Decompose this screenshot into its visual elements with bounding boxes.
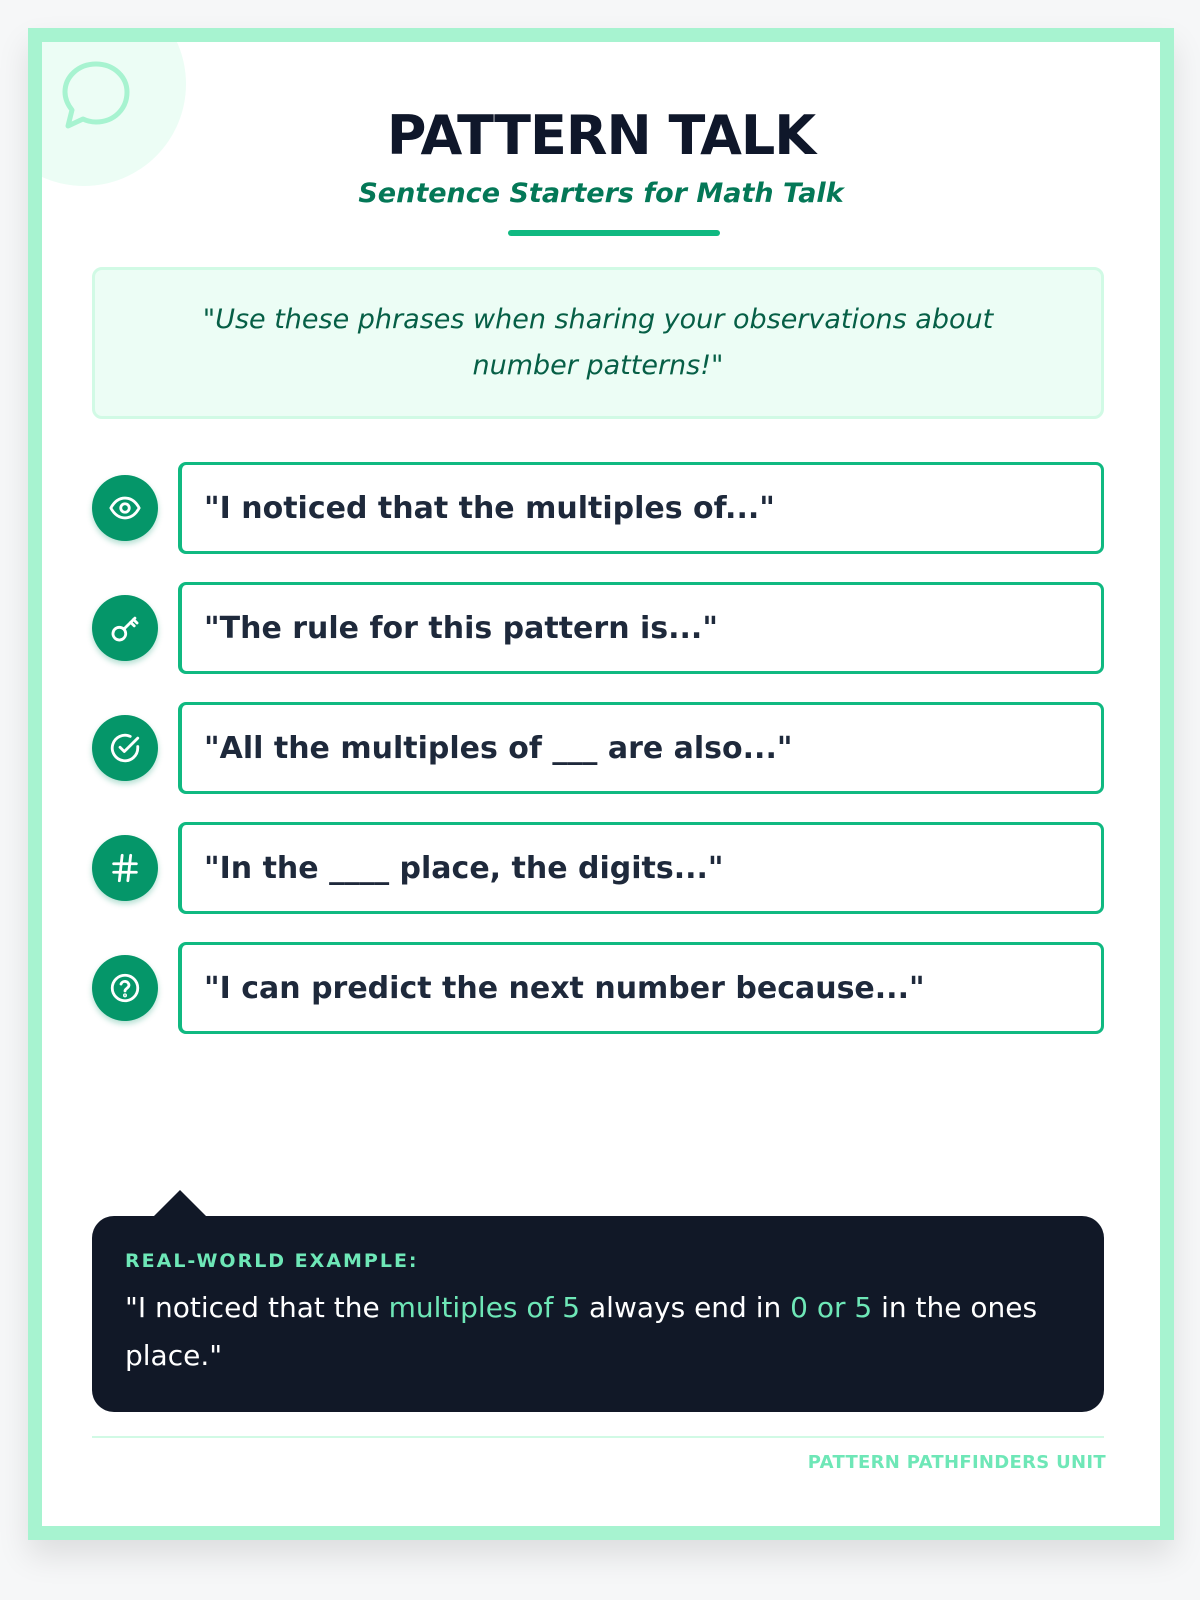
key-icon bbox=[92, 595, 158, 661]
example-label: REAL-WORLD EXAMPLE: bbox=[125, 1250, 419, 1272]
example-highlight: multiples of 5 bbox=[388, 1291, 581, 1324]
example-pointer bbox=[152, 1190, 208, 1218]
sentence-starter-item bbox=[92, 702, 1104, 794]
example-highlight: 0 or 5 bbox=[790, 1291, 873, 1324]
eye-icon bbox=[92, 475, 158, 541]
sentence-starter-text: "I can predict the next number because..." bbox=[204, 970, 925, 1006]
sentence-starter-list bbox=[92, 462, 1104, 1062]
title-underline bbox=[508, 230, 720, 236]
sentence-starter-card bbox=[28, 28, 1174, 1540]
sentence-starter-item bbox=[92, 822, 1104, 914]
sentence-starter-box bbox=[178, 822, 1104, 914]
sentence-starter-text: "I noticed that the multiples of..." bbox=[204, 490, 775, 526]
check-circle-icon bbox=[92, 715, 158, 781]
sentence-starter-item bbox=[92, 942, 1104, 1034]
page-subtitle: Sentence Starters for Math Talk bbox=[358, 178, 844, 209]
sentence-starter-item bbox=[92, 582, 1104, 674]
sentence-starter-box bbox=[178, 702, 1104, 794]
sentence-starter-text: "The rule for this pattern is..." bbox=[204, 610, 718, 646]
footer-unit-label: PATTERN PATHFINDERS UNIT bbox=[807, 1452, 1106, 1473]
sentence-starter-box bbox=[178, 462, 1104, 554]
sentence-starter-box bbox=[178, 582, 1104, 674]
example-text-part: "I noticed that the bbox=[125, 1291, 389, 1324]
sentence-starter-box bbox=[178, 942, 1104, 1034]
page-title: PATTERN TALK bbox=[386, 104, 816, 167]
hash-icon bbox=[92, 835, 158, 901]
intro-callout bbox=[92, 267, 1104, 419]
example-text-part: always end in bbox=[580, 1291, 791, 1324]
sentence-starter-item bbox=[92, 462, 1104, 554]
intro-text: "Use these phrases when sharing your observations about number patterns!" bbox=[202, 304, 994, 381]
example-text-part: in the ones place." bbox=[125, 1291, 1038, 1372]
sentence-starter-text: "In the ____ place, the digits..." bbox=[204, 850, 724, 886]
sentence-starter-text: "All the multiples of ___ are also..." bbox=[204, 730, 793, 766]
real-world-example-panel bbox=[92, 1216, 1104, 1412]
example-text bbox=[125, 1284, 1072, 1380]
footer-divider bbox=[92, 1436, 1104, 1438]
question-circle-icon bbox=[92, 955, 158, 1021]
